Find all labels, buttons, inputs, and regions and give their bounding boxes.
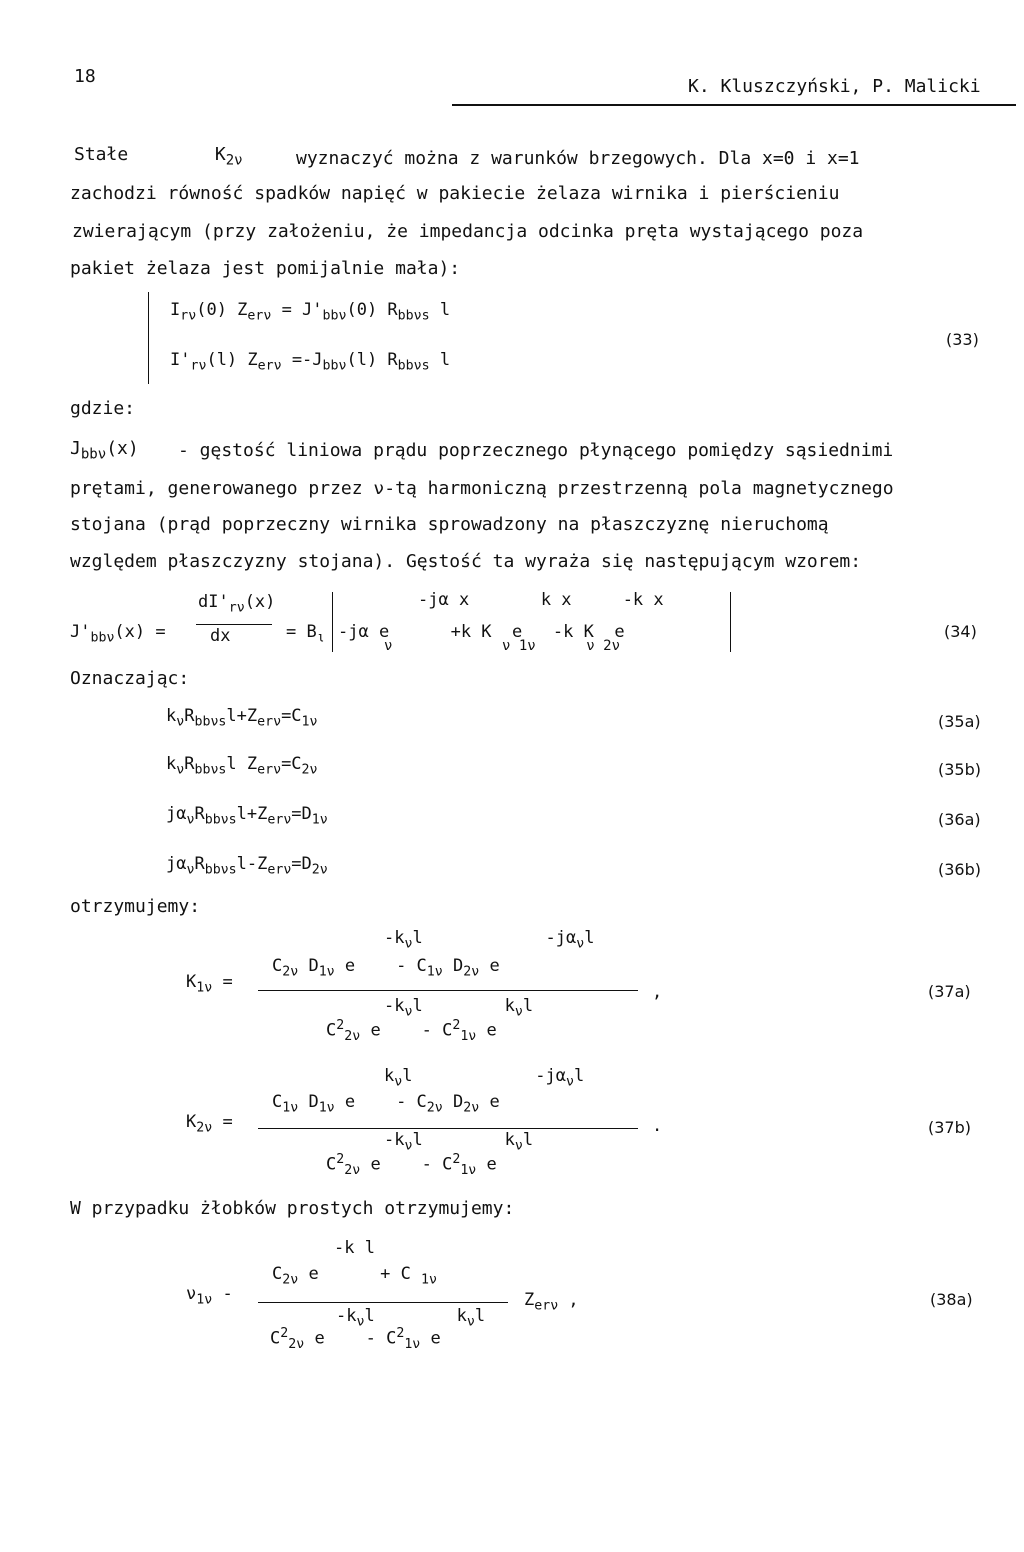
running-header-authors: K. Kluszczyński, P. Malicki (688, 76, 981, 97)
eq37b-lhs: $K_{2\nu}$ = (186, 1112, 233, 1136)
para2-line4: względem płaszczyzny stojana). Gęstość ta wyraża się następującym wzorem: (70, 551, 862, 572)
eq34-bracket-body: -jα e +k K e -k K e (338, 622, 625, 642)
eq36a-number: (36a) (938, 810, 981, 829)
eq36b: $j\alpha_\nu R_{bb\nu s}l-Z_{er\nu}=D_{2\nu}$ (166, 854, 328, 878)
otrzymujemy-label: otrzymujemy: (70, 896, 201, 917)
eq37a-denominator: $C^2_{2\nu}$ e - $C^2_{1\nu}$ e (326, 1018, 497, 1045)
eq34-exponents: -jα x k x -k x (418, 590, 664, 610)
eq36a: $j\alpha_\nu R_{bb\nu s}l+Z_{er\nu}=D_{1\nu}$ (166, 804, 328, 828)
eq37b-denominator: $C^2_{2\nu}$ e - $C^2_{1\nu}$ e (326, 1152, 497, 1179)
para1-line2: zachodzi równość spadków napięć w pakiecie żelaza wirnika i pierścieniu (70, 183, 840, 204)
eq37a-den-exps: $-k_\nu l$ $k_\nu l$ (384, 996, 534, 1020)
para2-jbb-symbol: $J_{bb\nu}(x)$ (70, 438, 139, 463)
eq37a-frac-bar (258, 990, 638, 991)
eq33-row1: $I_{r\nu}(0) Z_{er\nu} = J'_{bb\nu}(0)$ $R_{bb\nu s}$ l (170, 300, 451, 324)
eq33-brace (148, 292, 149, 384)
para2-line3: stojana (prąd poprzeczny wirnika sprowadzony na płaszczyznę nieruchomą (70, 514, 829, 535)
header-rule (452, 104, 1016, 106)
eq38a-num-exps: -k l (334, 1238, 375, 1258)
eq36b-number: (36b) (938, 860, 981, 879)
eq37b-number: (37b) (928, 1118, 971, 1137)
eq38a-den-exps: $-k_\nu l$ $k_\nu l$ (336, 1306, 486, 1330)
para2-line2: prętami, generowanego przez ν-tą harmoniczną przestrzenną pola magnetycznego (70, 478, 894, 499)
eq37a-number: (37a) (928, 982, 971, 1001)
page-number: 18 (74, 66, 96, 87)
eq34-lhs: $J'_{bb\nu}(x)$ = (70, 622, 166, 646)
eq37b-frac-bar (258, 1128, 638, 1129)
para1-line1-start: Stałe $K_{2\nu}$ (74, 144, 243, 169)
eq35a-number: (35a) (938, 712, 981, 731)
eq35a: $k_\nu R_{bb\nu s}l+Z_{er\nu}=C_{1\nu}$ (166, 706, 318, 730)
eq38a-number: (38a) (930, 1290, 973, 1309)
eq38a-rhs: $Z_{er\nu}$ , (524, 1290, 579, 1314)
eq37b-numerator: $C_{1\nu}$ $D_{1\nu}$ e - $C_{2\nu}$ $D_{2\nu}$ e (272, 1092, 500, 1116)
eq33-row2: $I'_{r\nu}(l)$ $Z_{er\nu} =-J_{bb\nu}(l)$ $R_{bb\nu s}$ l (170, 350, 451, 374)
eq37a-num-exps: $-k_\nu l$ $-j\alpha_\nu l$ (384, 928, 595, 952)
eq34-bracket-left (332, 592, 333, 652)
eq33-number: (33) (946, 330, 979, 349)
para2-line1-rest: - gęstość liniowa prądu poprzecznego płynącego pomiędzy sąsiednimi (178, 440, 894, 461)
eq37b-num-exps: $k_\nu l$ $-j\alpha_\nu l$ (384, 1066, 585, 1090)
eq34-number: (34) (944, 622, 977, 641)
eq38a-numerator: $C_{2\nu}$ e + C $_{1\nu}$ (272, 1264, 438, 1288)
eq34-equals-b: = $B_\iota$ (286, 622, 325, 646)
eq37a-comma: , (652, 982, 663, 1002)
eq34-bracket-right (730, 592, 731, 652)
gdzie-label: gdzie: (70, 398, 136, 419)
eq35b: $k_\nu R_{bb\nu s}l$ $Z_{er\nu}=C_{2\nu}$ (166, 754, 318, 778)
eq38a-denominator: $C^2_{2\nu}$ e - $C^2_{1\nu}$ e (270, 1326, 441, 1353)
eq34-frac-den: dx (210, 626, 231, 646)
eq37b-den-exps: $-k_\nu l$ $k_\nu l$ (384, 1130, 534, 1154)
eq34-frac-num: $dI'_{r\nu}(x)$ (198, 592, 276, 616)
eq34-frac-bar (196, 624, 272, 625)
oznaczajac-label: Oznaczając: (70, 668, 190, 689)
para1-line1-rest: wyznaczyć można z warunków brzegowych. Dla x=0 i x=1 (296, 148, 860, 169)
eq37b-period: . (652, 1116, 663, 1136)
eq38a-lhs: $\nu_{1\nu}$ - (186, 1284, 233, 1308)
eq38a-frac-bar (258, 1302, 508, 1303)
para3: W przypadku żłobków prostych otrzymujemy: (70, 1198, 515, 1219)
eq34-subscripts: ν ν 1ν ν 2ν (384, 638, 621, 654)
para1-line4: pakiet żelaza jest pomijalnie mała): (70, 258, 461, 279)
eq37a-numerator: $C_{2\nu}$ $D_{1\nu}$ e - $C_{1\nu}$ $D_{2\nu}$ e (272, 956, 500, 980)
eq35b-number: (35b) (938, 760, 981, 779)
para1-line3: zwierającym (przy założeniu, że impedancja odcinka pręta wystającego poza (72, 221, 864, 242)
eq37a-lhs: $K_{1\nu}$ = (186, 972, 233, 996)
